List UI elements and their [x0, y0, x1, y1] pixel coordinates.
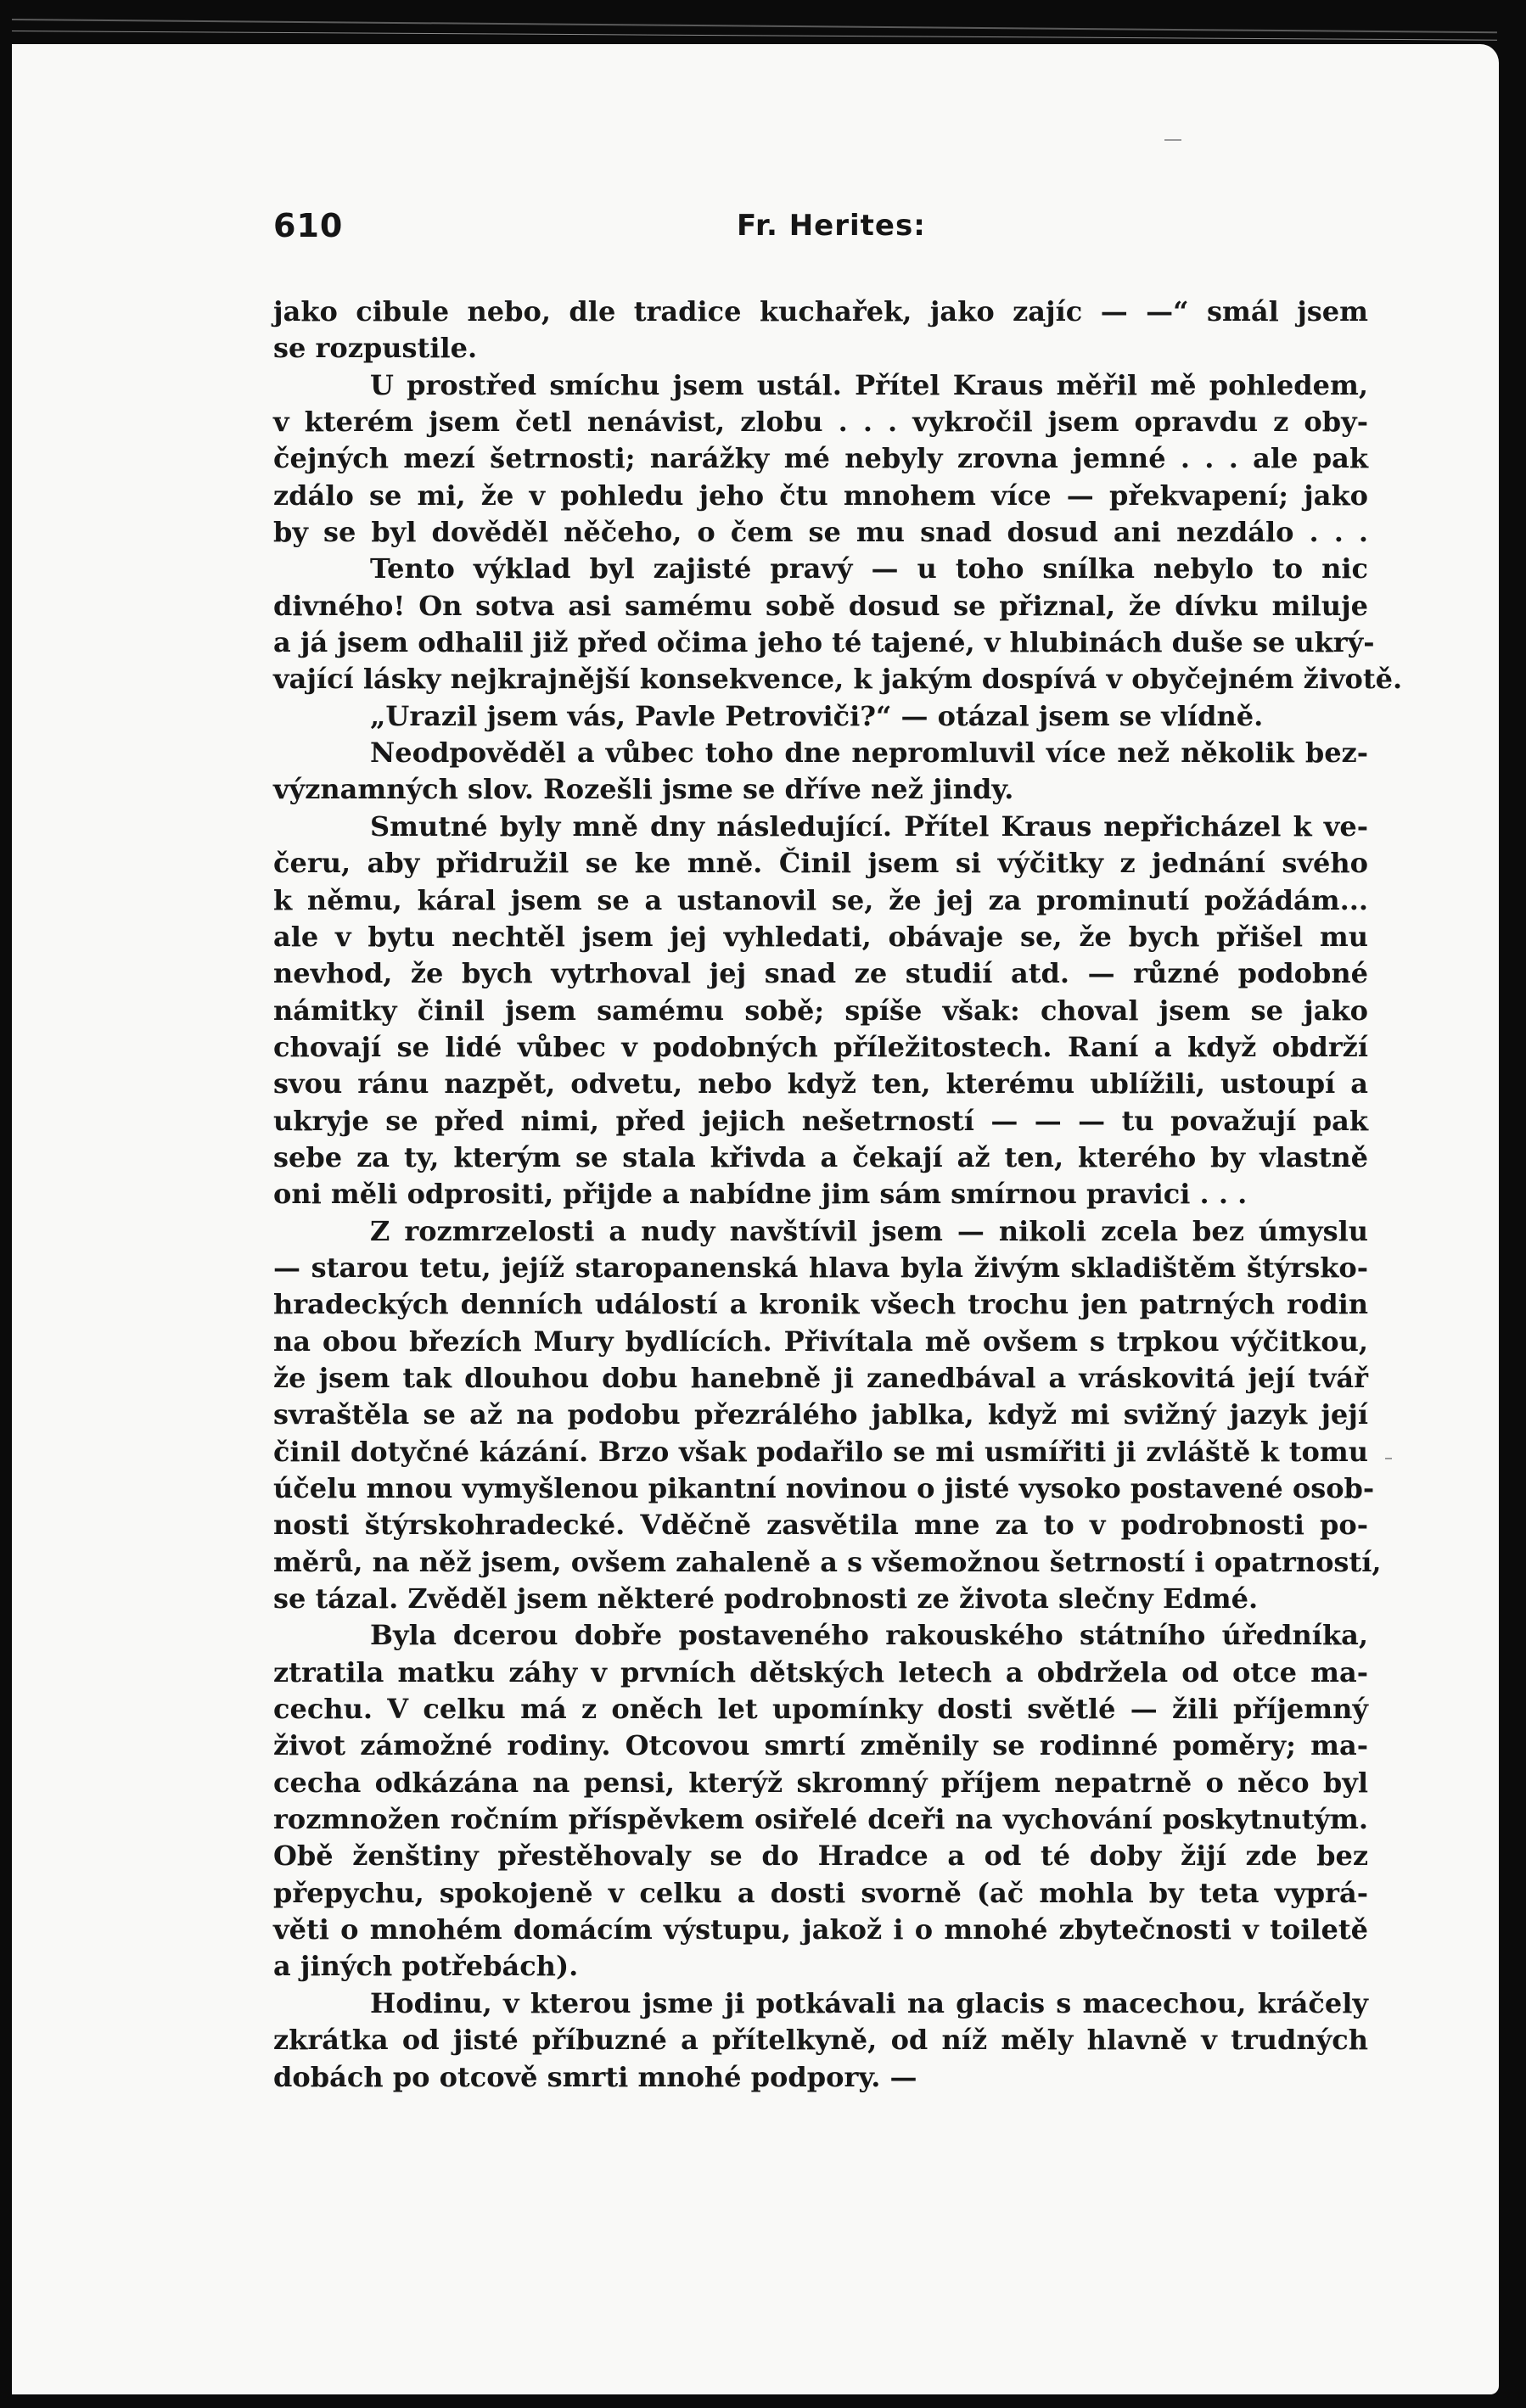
text-line: k němu, káral jsem se a ustanovil se, že jej za prominutí požádám...	[273, 883, 1368, 916]
text-line: ukryje se před nimi, před jejich nešetrností — — — tu považují pak	[273, 1104, 1368, 1137]
text-line: že jsem tak dlouhou dobu hanebně ji zanedbával a vráskovitá její tvář	[273, 1361, 1368, 1394]
text-line: cechu. V celku má z oněch let upomínky dosti světlé — žili příjemný	[273, 1693, 1368, 1726]
text-line: jako cibule nebo, dle tradice kuchařek, jako zajíc — —“ smál jsem	[273, 295, 1368, 328]
text-line: dobách po otcově smrti mnohé podpory. —	[273, 2060, 917, 2093]
text-line: oni měli odprositi, přijde a nabídne jim sám smírnou pravici . . .	[273, 1178, 1248, 1211]
text-line: věti o mnohém domácím výstupu, jakož i o mnohé zbytečnosti v toiletě	[273, 1913, 1368, 1946]
text-line: zkrátka od jisté příbuzné a přítelkyně, od níž měly hlavně v trudných	[273, 2024, 1368, 2057]
paragraph-first-line: Neodpověděl a vůbec toho dne nepromluvil více než několik bez-	[370, 736, 1368, 770]
text-line: čejných mezí šetrnosti; narážky mé nebyly zrovna jemné . . . ale pak	[273, 442, 1368, 475]
text-line: a já jsem odhalil již před očima jeho té tajené, v hlubinách duše se ukrý-	[273, 626, 1375, 659]
text-line: nevhod, že bych vytrhoval jej snad ze studií atd. — různé podobné	[273, 957, 1368, 990]
text-line: v kterém jsem četl nenávist, zlobu . . . vykročil jsem opravdu z oby-	[273, 406, 1368, 439]
running-head: Fr. Herites:	[737, 209, 926, 243]
body-text	[273, 294, 1403, 2096]
text-line: chovají se lidé vůbec v podobných příležitostech. Raní a když obdrží	[273, 1030, 1368, 1063]
text-line: námitky činil jsem samému sobě; spíše však: choval jsem se jako	[273, 994, 1368, 1027]
scan-smudge	[1385, 1458, 1392, 1459]
paragraph-first-line: U prostřed smíchu jsem ustál. Přítel Kraus měřil mě pohledem,	[370, 368, 1368, 401]
paragraph-first-line: „Urazil jsem vás, Pavle Petroviči?“ — otázal jsem se vlídně.	[370, 699, 1264, 732]
text-line: ale v bytu nechtěl jsem jej vyhledati, obávaje se, že bych přišel mu	[273, 920, 1368, 953]
text-line: nosti štýrskohradecké. Vděčně zasvětila mne za to v podrobnosti po-	[273, 1509, 1368, 1542]
text-line: ztratila matku záhy v prvních dětských letech a obdržela od otce ma-	[273, 1655, 1368, 1688]
text-line: zdálo se mi, že v pohledu jeho čtu mnohem více — překvapení; jako	[273, 479, 1368, 512]
text-line: vající lásky nejkrajnější konsekvence, k jakým dospívá v obyčejném životě.	[273, 663, 1403, 696]
text-line: přepychu, spokojeně v celku a dosti svorně (ač mohla by teta vyprá-	[273, 1876, 1368, 1909]
paragraph-first-line: Byla dcerou dobře postaveného rakouského státního úředníka,	[370, 1619, 1368, 1652]
text-line: rozmnožen ročním příspěvkem osiřelé dceři na vychování poskytnutým.	[273, 1803, 1368, 1836]
text-line: čeru, aby přidružil se ke mně. Činil jsem si výčitky z jednání svého	[273, 847, 1368, 880]
text-line: hradeckých denních událostí a kronik všech trochu jen patrných rodin	[273, 1288, 1368, 1321]
page-number: 610	[273, 207, 344, 244]
text-line: měrů, na něž jsem, ovšem zahaleně a s všemožnou šetrností i opatrností,	[273, 1545, 1382, 1578]
text-line: svou ránu nazpět, odvetu, nebo když ten, kterému ublížili, ustoupí a	[273, 1067, 1368, 1100]
text-line: a jiných potřebách).	[273, 1950, 579, 1983]
text-line: — starou tetu, jejíž staropanenská hlava byla živým skladištěm štýrsko-	[273, 1251, 1368, 1284]
paragraph-first-line: Hodinu, v kterou jsme ji potkávali na glacis s macechou, kráčely	[370, 1986, 1368, 2019]
text-line: účelu mnou vymyšlenou pikantní novinou o jisté vysoko postavené osob-	[273, 1472, 1375, 1504]
text-line: významných slov. Rozešli jsme se dříve než jindy.	[273, 773, 1014, 806]
page-header	[273, 207, 1368, 249]
text-line: činil dotyčné kázání. Brzo však podařilo se mi usmířiti ji zvláště k tomu	[273, 1435, 1368, 1468]
text-line: život zámožné rodiny. Otcovou smrtí změnily se rodinné poměry; ma-	[273, 1729, 1368, 1762]
text-line: Tento výklad byl zajisté pravý — u toho snílka nebylo to nic	[370, 552, 1368, 585]
scan-smudge	[1164, 139, 1181, 141]
text-line: svraštěla se až na podobu přezrálého jablka, když mi svižný jazyk její	[273, 1398, 1368, 1431]
paragraph-first-line: Smutné byly mně dny následující. Přítel Kraus nepřicházel k ve-	[370, 809, 1368, 843]
paragraph-first-line: Z rozmrzelosti a nudy navštívil jsem — nikoli zcela bez úmyslu	[370, 1214, 1368, 1247]
text-line: se tázal. Zvěděl jsem některé podrobnosti ze života slečny Edmé.	[273, 1582, 1259, 1616]
text-line: sebe za ty, kterým se stala křivda a čekají až ten, kterého by vlastně	[273, 1140, 1368, 1173]
text-line: se rozpustile.	[273, 332, 478, 365]
text-line: by se byl dověděl něčeho, o čem se mu snad dosud ani nezdálo . . .	[273, 516, 1368, 549]
text-line: divného! On sotva asi samému sobě dosud se přiznal, že dívku miluje	[273, 589, 1368, 622]
text-line: Obě ženštiny přestěhovaly se do Hradce a od té doby žijí zde bez	[273, 1840, 1368, 1873]
text-line: cecha odkázána na pensi, kterýž skromný příjem nepatrně o něco byl	[273, 1766, 1368, 1799]
text-line: na obou březích Mury bydlících. Přivítala mě ovšem s trpkou výčitkou,	[273, 1324, 1368, 1358]
